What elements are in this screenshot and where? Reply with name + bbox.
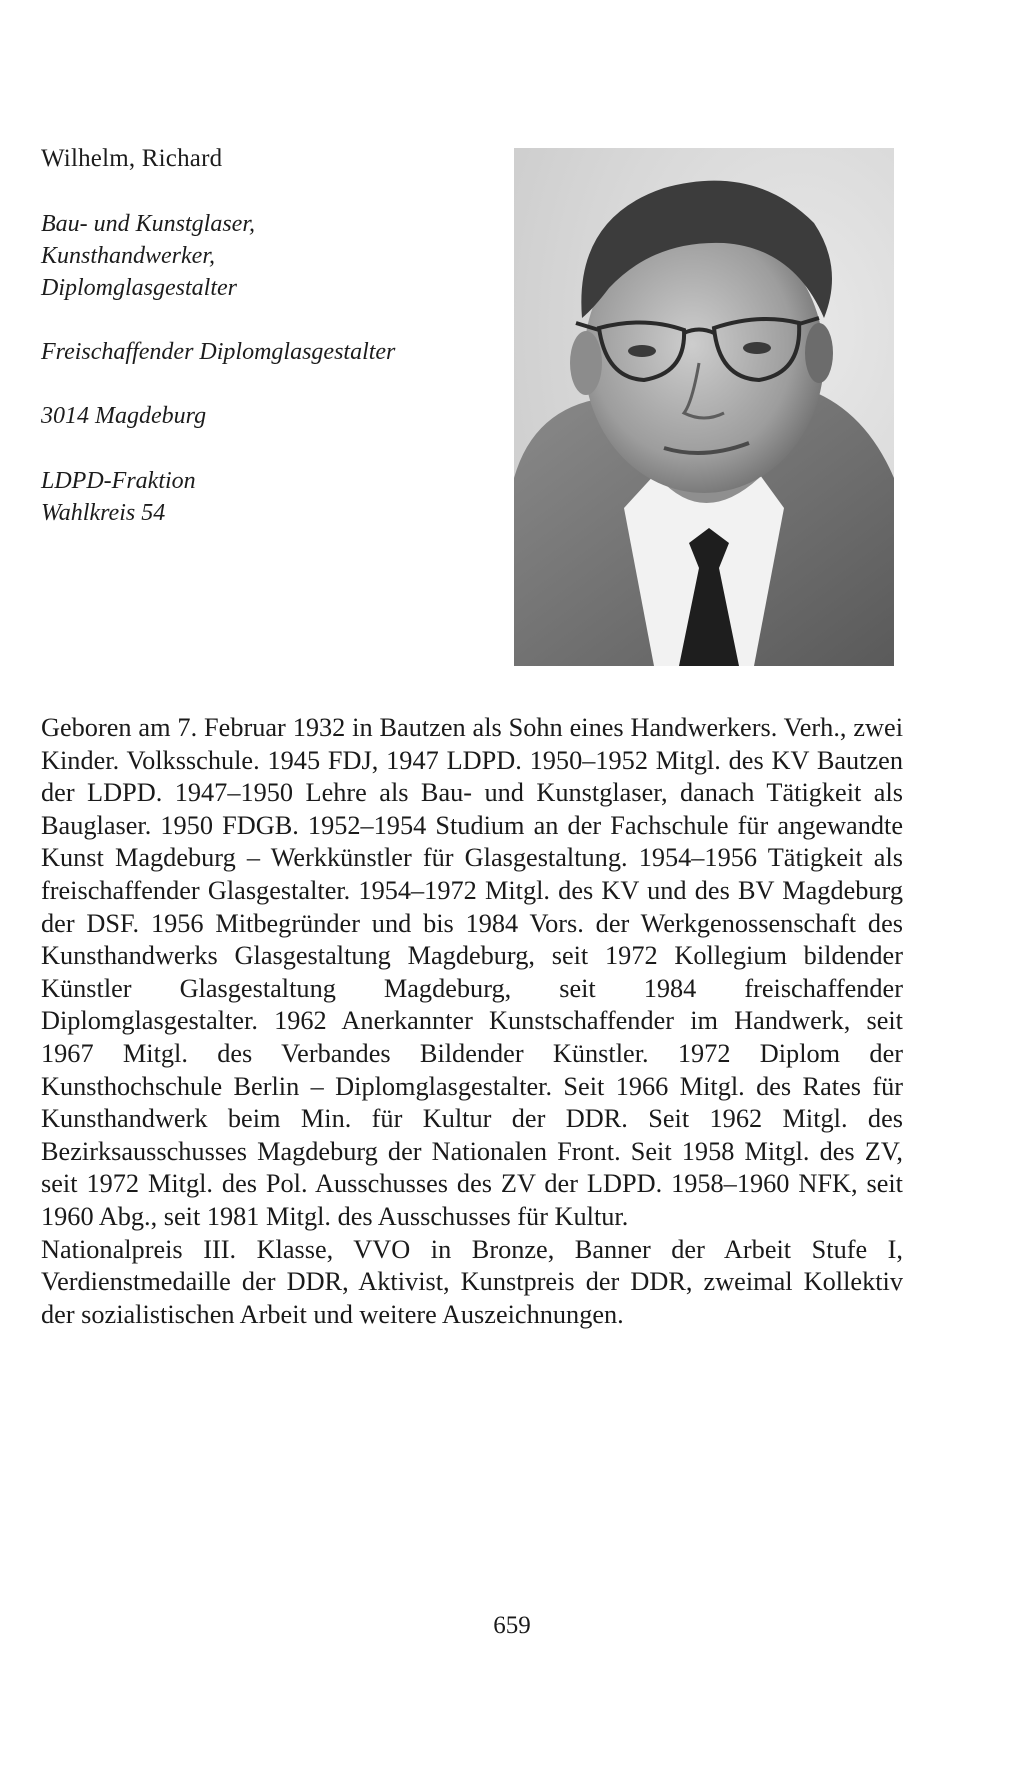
biography-career: Geboren am 7. Februar 1932 in Bautzen als Sohn eines Handwerkers. Verh., zwei Kinder. Volksschule. 1945 FDJ, 1947 LDPD. 1950–1952 Mitgl. des KV Bautzen der LDPD. 1947–1950 Lehre als Bau- und Kunstglaser, danach Tätigkeit als Bauglaser. 1950 FDGB. 1952–1954 Studium an der Fachschule für angewandte Kunst Magdeburg – Werkkünstler für Glasgestaltung. 1954–1956 Tätigkeit als freischaffender Glasgestalter. 1954–1972 Mitgl. des KV und des BV Magdeburg der DSF. 1956 Mitbegründer und bis 1984 Vors. der Werkgenossenschaft des Kunsthandwerks Glasgestaltung Magdeburg, seit 1972 Kollegium bildender Künstler Glasgestaltung Magdeburg, seit 1984 freischaffender Diplomglasgestalter. 1962 Anerkannter Kunstschaffender im Handwerk, seit 1967 Mitgl. des Verbandes Bildender Künstler. 1972 Diplom der Kunsthochschule Berlin – Diplomglasgestalter. Seit 1966 Mitgl. des Rates für Kunsthandwerk beim Min. für Kultur der DDR. Seit 1962 Mitgl. des Bezirksausschusses Magdeburg der Nationalen Front. Seit 1958 Mitgl. des ZV, seit 1972 Mitgl. des Pol. Ausschusses des ZV der LDPD. 1958–1960 NFK, seit 1960 Abg., seit 1981 Mitgl. des Ausschusses für Kultur. [41, 713, 903, 1231]
entry-name: Wilhelm, Richard [41, 145, 223, 172]
occupation-line: Diplomglasgestalter [41, 275, 237, 301]
occupation-line: Bau- und Kunstglaser, [41, 211, 256, 237]
portrait-photo-icon [514, 148, 894, 666]
right-ear [805, 323, 833, 383]
biography-text [41, 712, 903, 1331]
constituency: Wahlkreis 54 [41, 500, 166, 526]
location: 3014 Magdeburg [41, 403, 207, 429]
occupation-line: Kunsthandwerker, [41, 243, 215, 269]
biography-awards: Nationalpreis III. Klasse, VVO in Bronze, Banner der Arbeit Stufe I, Verdienstmedaille der DDR, Aktivist, Kunstpreis der DDR, zweimal Kollektiv der sozialistischen Arbeit und weitere Auszeichnungen. [41, 1234, 903, 1329]
right-eye [743, 342, 771, 354]
left-eye [628, 345, 656, 357]
left-ear [570, 331, 602, 395]
page-number: 659 [493, 1612, 531, 1639]
faction-block [41, 465, 196, 529]
faction: LDPD-Fraktion [41, 468, 196, 494]
position-title: Freischaffender Diplomglasgestalter [41, 339, 396, 365]
occupation-block [41, 208, 255, 304]
